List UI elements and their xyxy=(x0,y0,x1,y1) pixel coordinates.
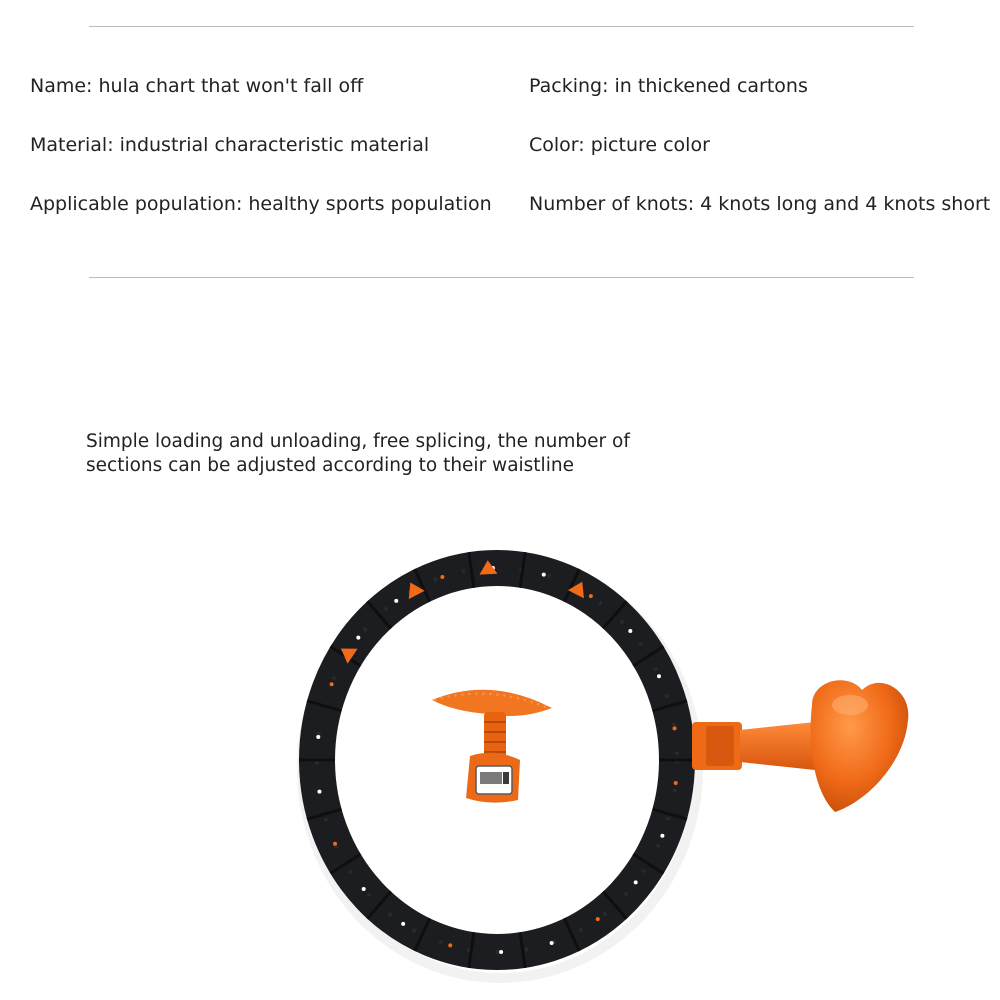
caption-line-1: Simple loading and unloading, free splicing, the number of xyxy=(86,431,630,452)
bottom-divider xyxy=(89,277,914,278)
counter-weight-unit xyxy=(432,690,552,803)
caption-line-2: sections can be adjusted according to their waistline xyxy=(86,455,574,476)
caption-text xyxy=(86,430,686,478)
top-divider xyxy=(89,26,914,27)
spec-applicable-population: Applicable population: healthy sports population xyxy=(30,193,492,215)
spec-name: Name: hula chart that won't fall off xyxy=(30,75,364,97)
spec-number-of-knots: Number of knots: 4 knots long and 4 knots short xyxy=(529,193,991,215)
spec-color: Color: picture color xyxy=(529,134,710,156)
spec-material: Material: industrial characteristic material xyxy=(30,134,430,156)
spec-packing: Packing: in thickened cartons xyxy=(529,75,808,97)
handle-weight xyxy=(692,680,908,812)
hula-hoop-product-photo xyxy=(0,500,1000,1000)
